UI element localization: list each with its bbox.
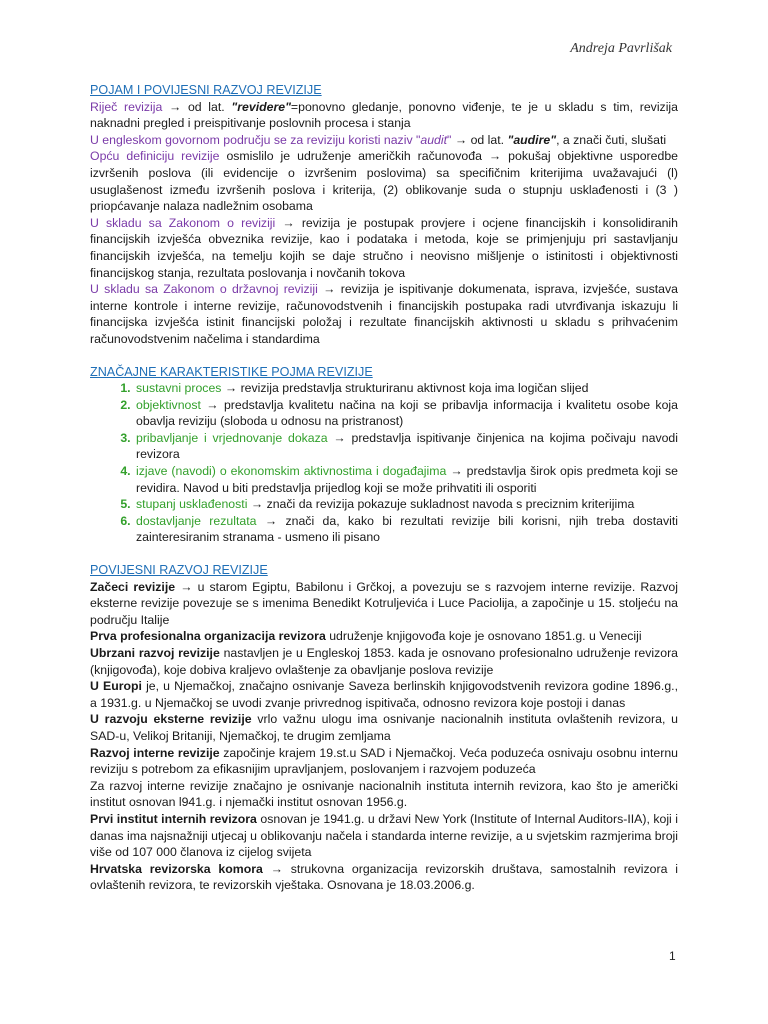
section-heading: POJAM I POVIJESNI RAZVOJ REVIZIJE (90, 83, 322, 97)
list-item: 4. izjave (navodi) o ekonomskim aktivnostima i događajima → predstavlja širok opis predmeta koji se revidira. Navod u biti predstavlja prijedlog koji se može prihvatiti ili osporiti (134, 463, 678, 496)
paragraph: U razvoju eksterne revizije vrlo važnu ulogu ima osnivanje nacionalnih instituta ovlaštenih revizora, u SAD-u, Velikoj Britaniji, Njemačkoj, te drugim zemljama (90, 712, 678, 743)
paragraph: U skladu sa Zakonom o državnoj reviziji → revizija je ispitivanje dokumenata, isprava, izvješće, sustava interne kontrole i interne revizije, računovodstvenih i financijskih postupaka radi utvrđivanja iskazuju li financijska izvješća istinit financijski položaj i rezultate financijskih aktivnosti u skladu s prihvaćenim računovodstvenim načelima i standardima (90, 282, 678, 346)
list-item: 1. sustavni proces → revizija predstavlja strukturiranu aktivnost koja ima logičan slijed (134, 380, 678, 397)
paragraph: Razvoj interne revizije započinje krajem 19.st.u SAD i Njemačkoj. Veća poduzeća osnivaju osobnu internu reviziju s potrebom za efikasnijim upravljanjem, poslovanjem i razvojem poduzeća (90, 745, 678, 777)
page-body (90, 82, 678, 894)
section-heading: ZNAČAJNE KARAKTERISTIKE POJMA REVIZIJE (90, 364, 373, 379)
paragraph: Ubrzani razvoj revizije nastavljen je u Engleskoj 1853. kada je osnovano profesionalno udruženje revizora (knjigovođa), koje dobiva kraljevo ovlaštenje za obavljanje poslova revizije (90, 646, 679, 677)
paragraph: Opću definiciju revizije osmislilo je udruženje američkih računovođa → pokušaj objektivne usporedbe izvršenih poslova (ili evidencije o izvršenim poslovima) sa specifičnim kriterijima uvažavajući (l) usuglašenost između izvršenih poslova i kriterija, (2) oblikovanje suda o stupnju usklađenosti i (3 ) priopćavanje nalaza nadležnim osobama (90, 149, 678, 214)
list-item: 2. objektivnost → predstavlja kvalitetu načina na koji se pribavlja informacija i kvalitetu osobe koja obavlja reviziju (sloboda u odnosu na pristranost) (134, 397, 678, 430)
page-header-author: Andreja Pavrlišak (570, 41, 672, 56)
paragraph: Riječ revizija → od lat. "revidere"=ponovno gledanje, ponovno viđenje, te je u skladu s tim, revizija naknadni pregled i preispitivanje poslovnih procesa i stanja (90, 99, 678, 131)
list-item: 3. pribavljanje i vrjednovanje dokaza → predstavlja ispitivanje činjenica na kojima počivaju navodi revizora (134, 430, 678, 463)
page-number: 1 (669, 949, 676, 963)
paragraph: Začeci revizije → u starom Egiptu, Babilonu i Grčkoj, a povezuju se s razvojem interne revizije. Razvoj eksterne revizije povezuje se s imenima Benedikt Kotruljevića i Luce Paciolija, a započinje u 15. stoljeću na području Italije (90, 579, 678, 627)
paragraph: Za razvoj interne revizije značajno je osnivanje nacionalnih instituta internih revizora, kao što je američki institut osnovan l941.g. i njemački institut osnovan 1956.g. (90, 778, 678, 810)
list-item: 6. dostavljanje rezultata → znači da, kako bi rezultati revizije bili korisni, njih treba dostaviti zainteresiranim stranama - usmeno ili pisano (134, 513, 678, 546)
paragraph: U engleskom govornom području se za reviziju koristi naziv "audit" → od lat. "audire", a znači čuti, slušati (90, 132, 667, 147)
paragraph: U Europi je, u Njemačkoj, značajno osnivanje Saveza berlinskih knjigovodstvenih revizora godine 1896.g., a 1931.g. u Njemačkoj se uvodi zvanje privrednog ispitivača, odnosno revizora koje postoji i danas (90, 679, 678, 710)
list-item: 5. stupanj usklađenosti → znači da revizija pokazuje sukladnost navoda s preciznim kriterijima (134, 496, 678, 513)
section-heading: POVIJESNI RAZVOJ REVIZIJE (90, 563, 268, 578)
characteristics-list (90, 380, 678, 546)
paragraph: U skladu sa Zakonom o reviziji → revizija je postupak provjere i ocjene financijskih i konsolidiranih financijskih izvješća obveznika revizije, kao i podataka i metoda, koje se primjenjuju pri sastavljanju financijskih izvješća, na temelju kojih se daje stručno i neovisno mišljenje o istinitosti i objektivnosti financijskog stanja, rezultata poslovanja i novčanih tokova (90, 215, 678, 280)
paragraph: Prvi institut internih revizora osnovan je 1941.g. u državi New York (Institute of Internal Auditors-IIA), koji i danas ima najsnažniji utjecaj u oblikovanju načela i standarda interne revizije, a u svjetskim razmjerima broji više od 107 000 članova iz cijelog svijeta (90, 811, 678, 860)
paragraph: Prva profesionalna organizacija revizora udruženje knjigovođa koje je osnovano 1851.g. u Veneciji (90, 629, 642, 644)
paragraph: Hrvatska revizorska komora → strukovna organizacija revizorskih društava, samostalnih revizora i ovlaštenih revizora, te revizorskih vještaka. Osnovana je 18.03.2006.g. (90, 861, 678, 893)
